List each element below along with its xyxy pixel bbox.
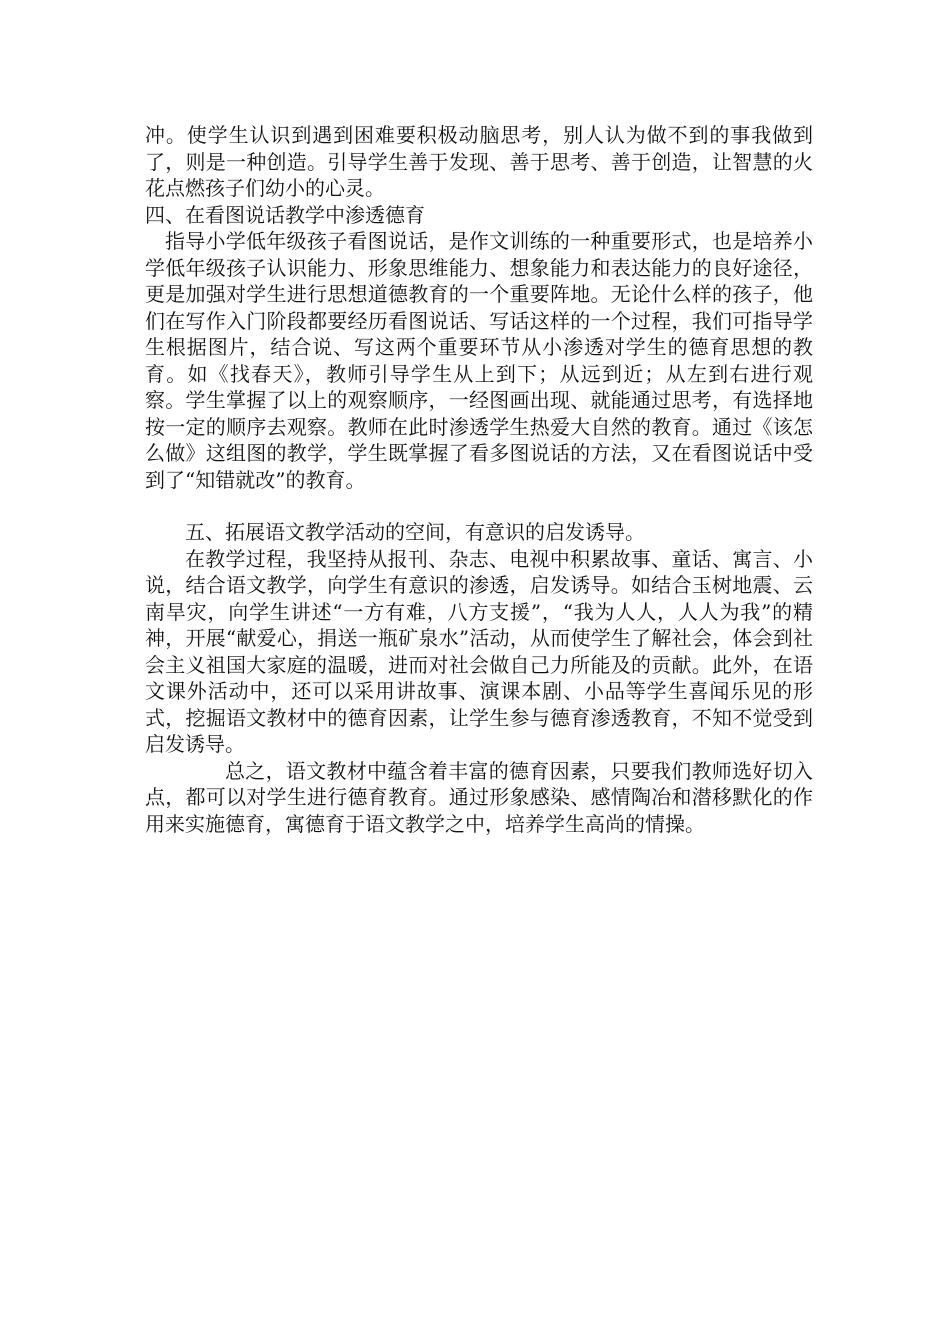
paragraph-continuation: 冲。使学生认识到遇到困难要积极动脑思考，别人认为做不到的事我做到了，则是一种创造。引导学生善于发现、善于思考、善于创造，让智慧的火花点燃孩子们幼小的心灵。 xyxy=(145,123,813,200)
section-heading-5: 五、拓展语文教学活动的空间，有意识的启发诱导。 xyxy=(185,520,645,544)
document-body xyxy=(145,122,813,837)
section-heading-4: 四、在看图说话教学中渗透德育 xyxy=(145,202,425,227)
paragraph-conclusion: 总之，语文教材中蕴含着丰富的德育因素，只要我们教师选好切入点，都可以对学生进行德育教育。通过形象感染、感情陶冶和潜移默化的作用来实施德育，寓德育于语文教学之中，培养学生高尚的情操。 xyxy=(145,758,813,836)
paragraph-activities: 在教学过程，我坚持从报刊、杂志、电视中积累故事、童话、寓言、小说，结合语文教学，向学生有意识的渗透，启发诱导。如结合玉树地震、云南旱灾，向学生讲述“一方有难，八方支援”，“我为人人，人人为我”的精神，开展“献爱心，捐送一瓶矿泉水”活动，从而使学生了解社会，体会到社会主义祖国大家庭的温暖，进而对社会做自己力所能及的贡献。此外，在语文课外活动中，还可以采用讲故事、演课本剧、小品等学生喜闻乐见的形式，挖掘语文教材中的德育因素，让学生参与德育渗透教育，不知不觉受到启发诱导。 xyxy=(145,546,813,756)
paragraph-spacer xyxy=(145,493,813,519)
paragraph-picture-talk: 指导小学低年级孩子看图说话，是作文训练的一种重要形式，也是培养小学低年级孩子认识能力、形象思维能力、想象能力和表达能力的良好途径，更是加强对学生进行思想道德教育的一个重要阵地。无论什么样的孩子，他们在写作入门阶段都要经历看图说话、写话这样的一个过程，我们可指导学生根据图片，结合说、写这两个重要环节从小渗透对学生的德育思想的教育。如《找春天》，教师引导学生从上到下；从远到近；从左到右进行观察。学生掌握了以上的观察顺序，一经图画出现、就能通过思考，有选择地按一定的顺序去观察。教师在此时渗透学生热爱大自然的教育。通过《该怎么做》这组图的教学，学生既掌握了看多图说话的方法，又在看图说话中受到了“知错就改”的教育。 xyxy=(145,229,813,492)
